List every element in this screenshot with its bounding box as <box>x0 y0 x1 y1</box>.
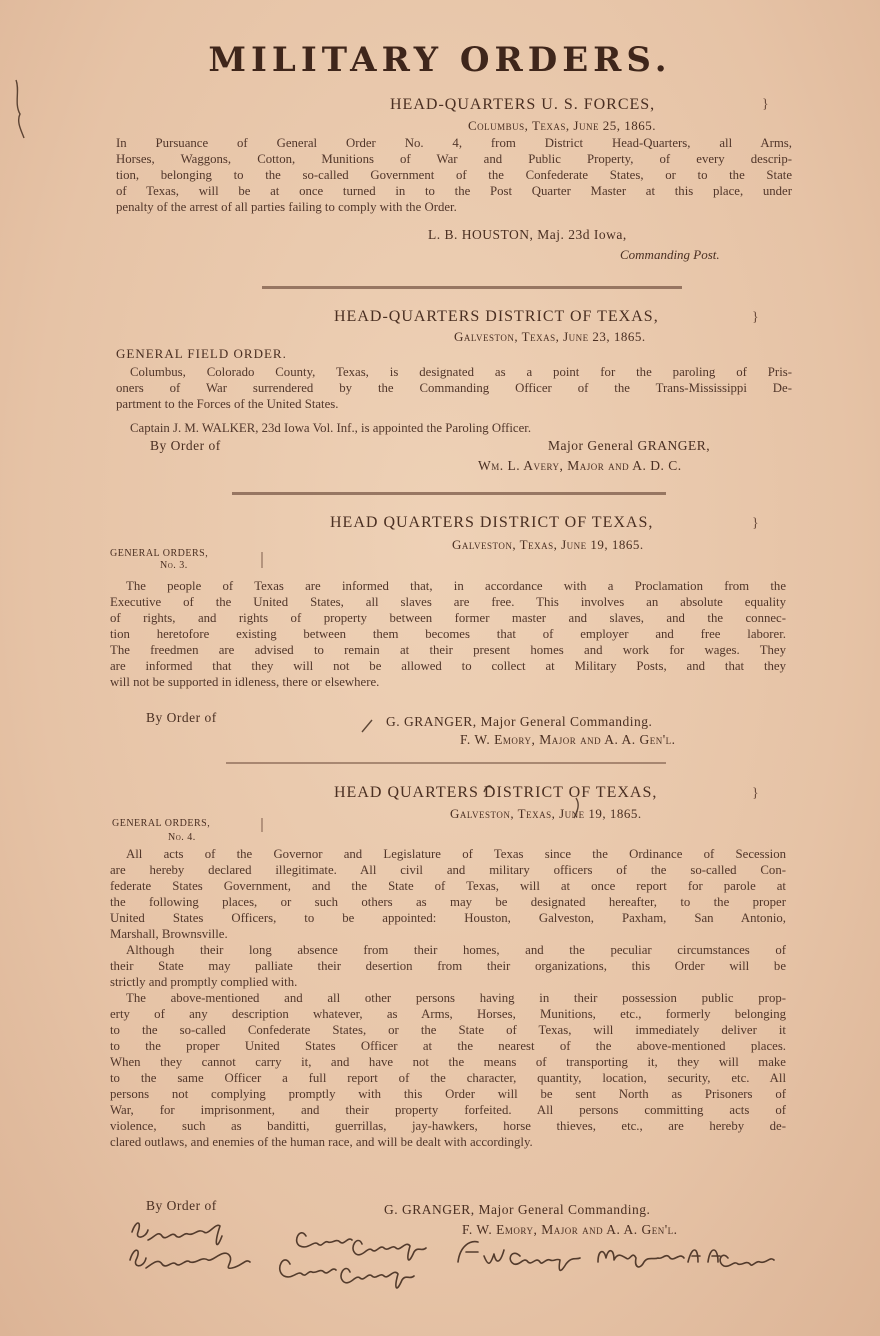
brace-mark: } <box>762 97 769 112</box>
order4-aide: F. W. Emory, Major and A. A. Gen'l. <box>462 1222 678 1237</box>
body-line: War, for imprisonment, and their property forfeited. All persons committing acts of <box>110 1103 786 1117</box>
body-line: The above-mentioned and all other persons having in their possession public prop- <box>126 991 786 1005</box>
body-line: persons not complying promptly with this Order will be sent North as Prisoners of <box>110 1087 786 1101</box>
order4-by-order: By Order of <box>146 1198 217 1213</box>
order1-signature: L. B. HOUSTON, Maj. 23d Iowa, <box>428 227 627 242</box>
body-line: of rights, and rights of property between former master and slaves, and the connec- <box>110 611 786 625</box>
order1-heading: HEAD-QUARTERS U. S. FORCES, <box>390 96 656 113</box>
body-line: All acts of the Governor and Legislature of Texas since the Ordinance of Secession <box>126 847 786 861</box>
body-line: of Texas, will be at once turned in to the Post Quarter Master at this place, under <box>116 184 792 198</box>
order4-heading: HEAD QUARTERS DISTRICT OF TEXAS, <box>334 784 658 801</box>
body-line: Although their long absence from their homes, and the peculiar circumstances of <box>126 943 786 957</box>
order2-by-order: By Order of <box>150 438 221 453</box>
body-line: In Pursuance of General Order No. 4, from District Head-Quarters, all Arms, <box>116 136 792 150</box>
order2-appointment: Captain J. M. WALKER, 23d Iowa Vol. Inf., is appointed the Paroling Officer. <box>130 421 532 435</box>
document-title: MILITARY ORDERS. <box>208 40 672 80</box>
order4-label: GENERAL ORDERS, <box>112 818 211 829</box>
body-line: penalty of the arrest of all parties failing to comply with the Order. <box>116 200 457 214</box>
order2-dateline: Galveston, Texas, June 23, 1865. <box>454 329 646 344</box>
body-line: Horses, Waggons, Cotton, Munitions of War and Public Property, of every descrip- <box>116 152 792 166</box>
body-line: their State may palliate their desertion from their organizations, this Order will be <box>110 959 786 973</box>
body-line: to the proper United States Officer at the nearest of the above-mentioned places. <box>110 1039 786 1053</box>
body-line: partment to the Forces of the United States. <box>116 397 339 411</box>
body-line: violence, such as banditti, guerrillas, jay-hawkers, horse thieves, etc., are hereby de- <box>110 1119 786 1133</box>
brace-mark: } <box>752 516 759 531</box>
order2-label: GENERAL FIELD ORDER. <box>116 346 287 361</box>
order3-signer: G. GRANGER, Major General Commanding. <box>386 714 653 729</box>
body-line: Executive of the United States, all slaves are free. This involves an absolute equality <box>110 595 786 609</box>
brace-mark: } <box>752 786 759 801</box>
body-line: oners of War surrendered by the Commanding Officer of the Trans-Mississippi De- <box>116 381 792 395</box>
order4-signer: G. GRANGER, Major General Commanding. <box>384 1202 651 1217</box>
body-line: will not be supported in idleness, there or elsewhere. <box>110 675 380 689</box>
order1-dateline: Columbus, Texas, June 25, 1865. <box>468 118 656 133</box>
body-line: are informed that they will not be allowed to collect at Military Posts, and that they <box>110 659 786 673</box>
body-line: United States Officers, to be appointed: Houston, Galveston, Paxham, San Antonio, <box>110 911 786 925</box>
order3-number: No. 3. <box>160 560 188 571</box>
order2-heading: HEAD-QUARTERS DISTRICT OF TEXAS, <box>334 308 659 325</box>
body-line: the following places, or such others as may be designated hereafter, to the proper <box>110 895 786 909</box>
body-line: Marshall, Brownsville. <box>110 927 228 941</box>
order2-signer: Major General GRANGER, <box>548 438 711 453</box>
body-line: erty of any description whatever, as Arms, Horses, Munitions, etc., formerly belonging <box>110 1007 786 1021</box>
order2-aide: Wm. L. Avery, Major and A. D. C. <box>478 458 682 473</box>
brace-mark: } <box>752 310 759 325</box>
body-line: to the same Officer a full report of the character, quantity, location, security, etc. All <box>110 1071 786 1085</box>
order3-heading: HEAD QUARTERS DISTRICT OF TEXAS, <box>330 514 654 531</box>
body-line: Columbus, Colorado County, Texas, is designated as a point for the paroling of Pris- <box>130 365 792 379</box>
body-line: The freedmen are advised to remain at their present homes and work for wages. They <box>110 643 786 657</box>
body-line: tion, belonging to the so-called Government of the Confederate States, or to the State <box>116 168 792 182</box>
order4-number: No. 4. <box>168 832 196 843</box>
body-line: When they cannot carry it, and have not the means of transporting it, they will make <box>110 1055 786 1069</box>
body-line: tion heretofore existing between them becomes that of employer and free laborer. <box>110 627 786 641</box>
body-line: federate States Government, and the State of Texas, will at once report for parole at <box>110 879 786 893</box>
order3-dateline: Galveston, Texas, June 19, 1865. <box>452 537 644 552</box>
body-line: to the so-called Confederate States, or the State of Texas, will immediately deliver it <box>110 1023 786 1037</box>
order3-by-order: By Order of <box>146 710 217 725</box>
order4-dateline: Galveston, Texas, June 19, 1865. <box>450 806 642 821</box>
body-line: are hereby declared illegitimate. All civil and military officers of the so-called Con- <box>110 863 786 877</box>
body-line: strictly and promptly complied with. <box>110 975 298 989</box>
order3-aide: F. W. Emory, Major and A. A. Gen'l. <box>460 732 676 747</box>
order1-signature-title: Commanding Post. <box>620 247 720 262</box>
body-line: The people of Texas are informed that, in accordance with a Proclamation from the <box>126 579 786 593</box>
body-line: clared outlaws, and enemies of the human race, and will be dealt with accordingly. <box>110 1135 533 1149</box>
order3-label: GENERAL ORDERS, <box>110 548 209 559</box>
